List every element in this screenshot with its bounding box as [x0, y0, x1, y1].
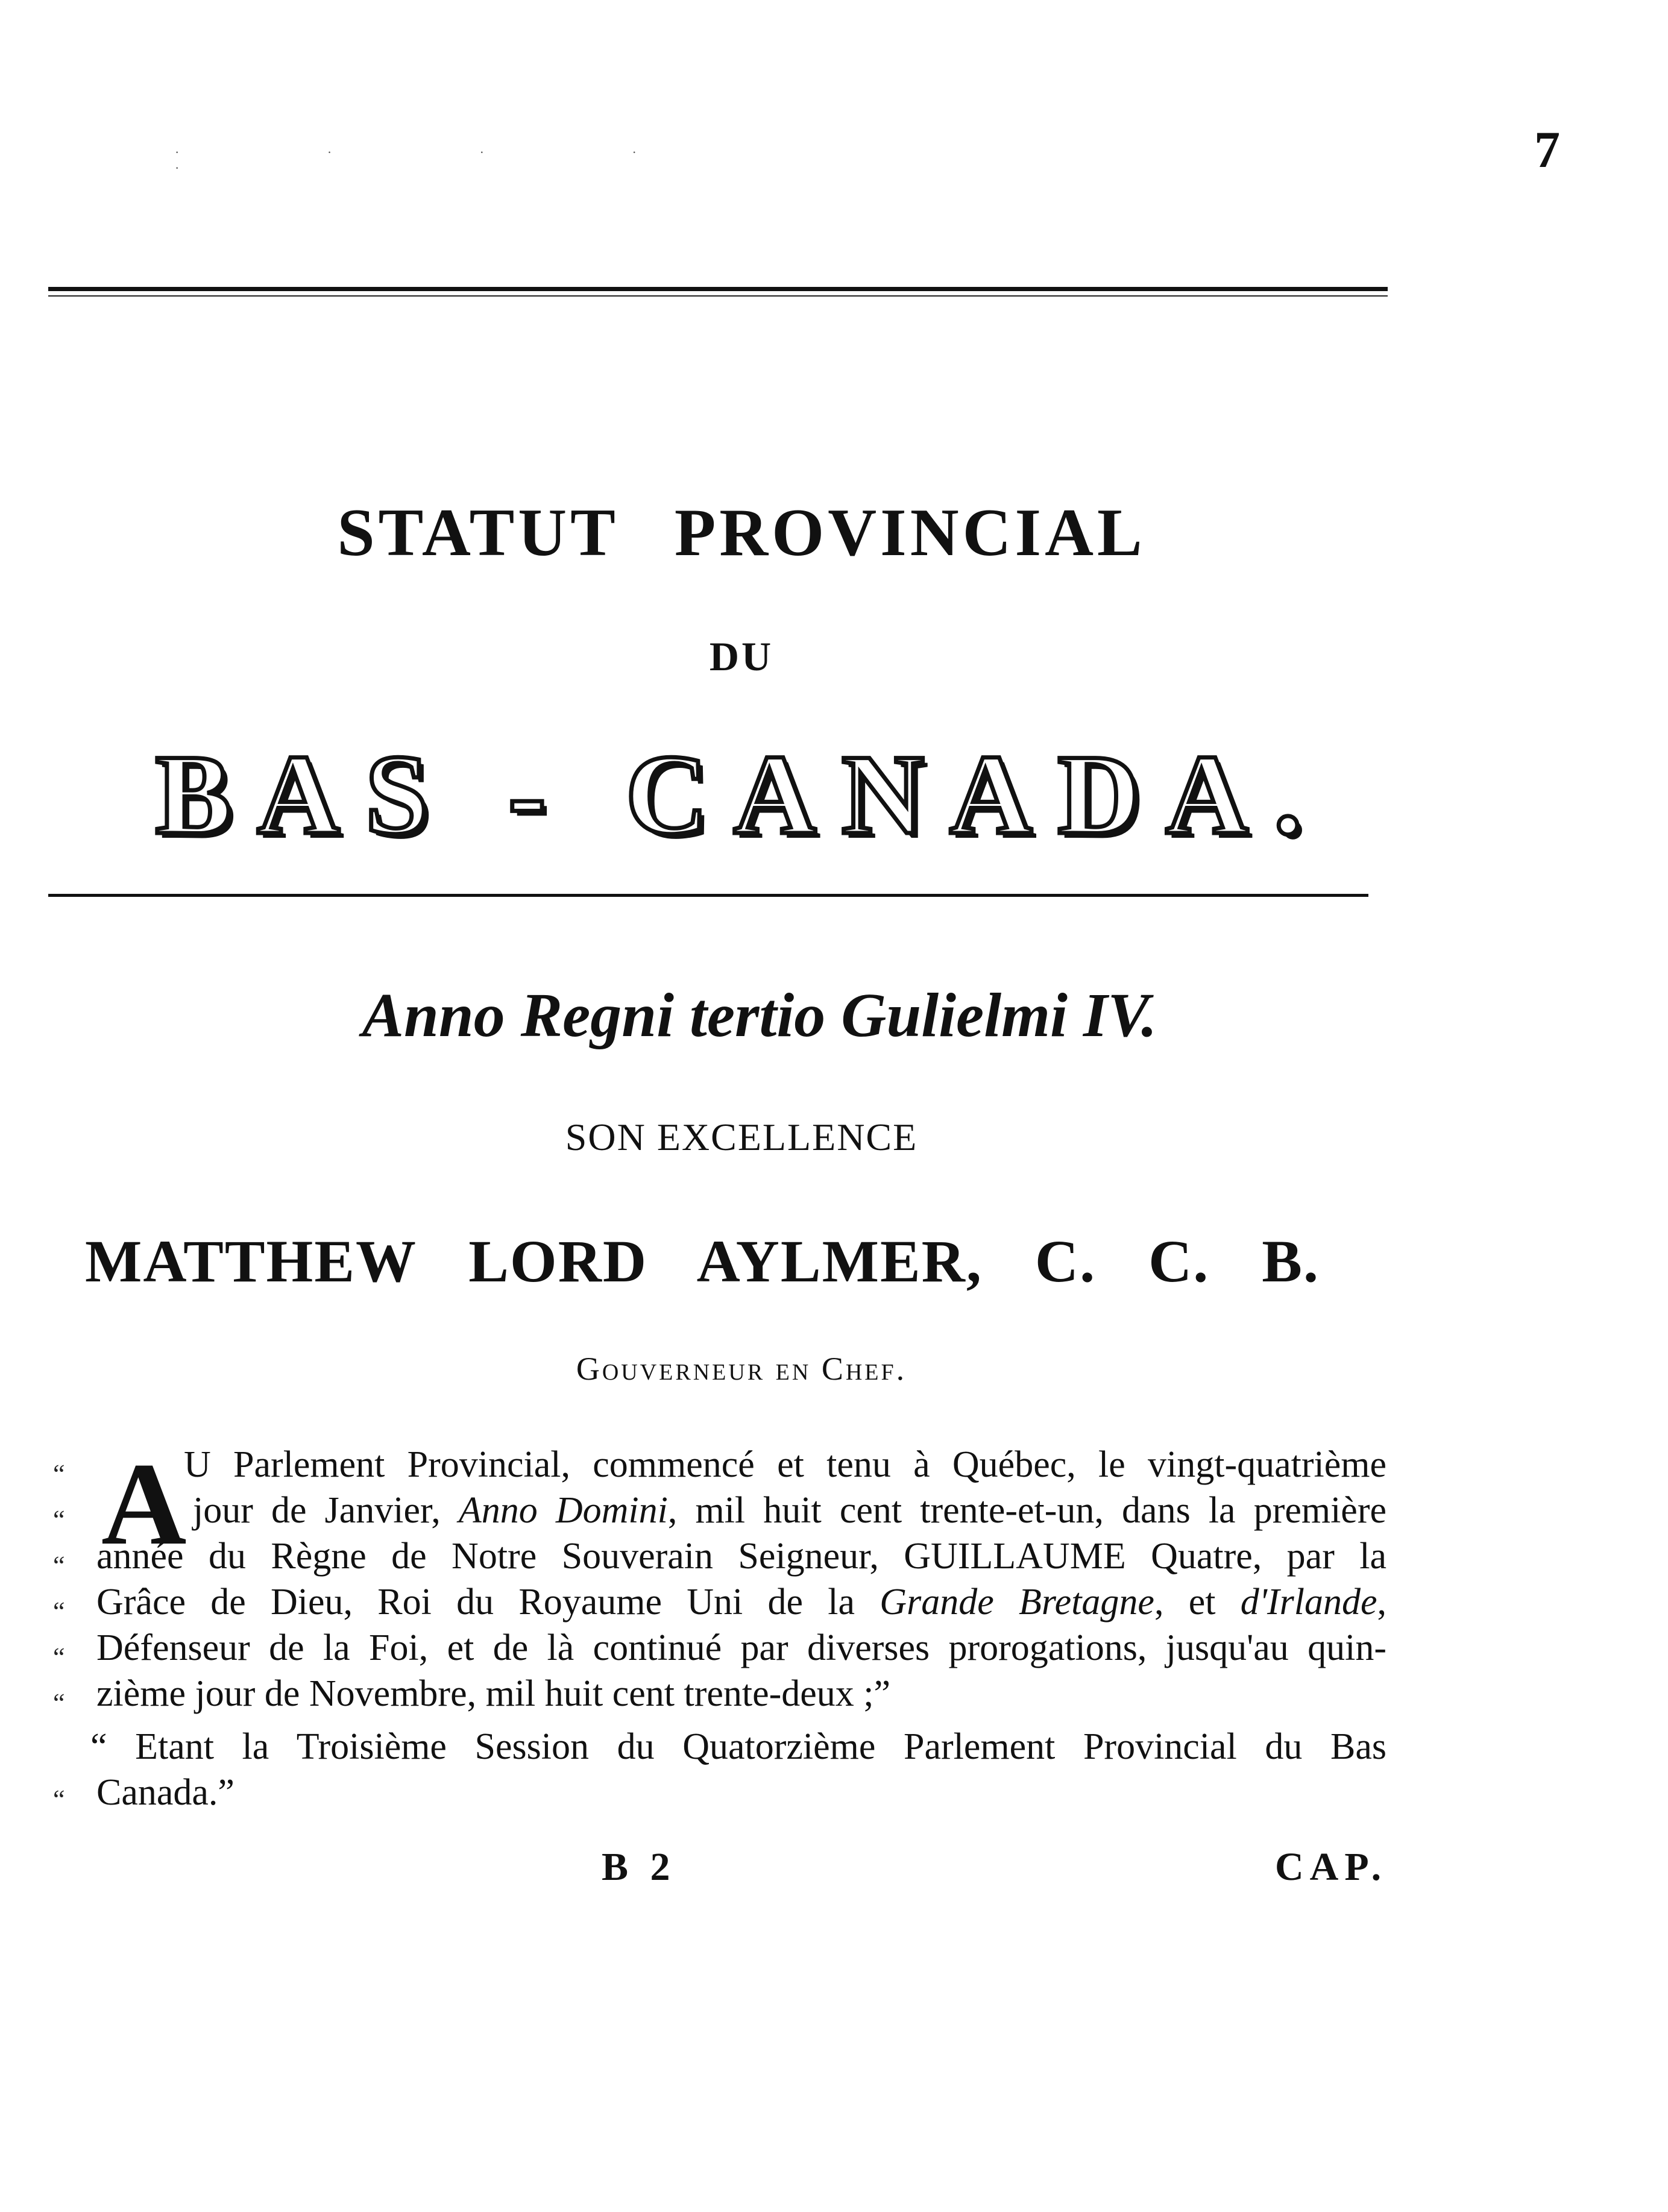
line-text: Grâce de Dieu, Roi du Royaume Uni de la [96, 1582, 880, 1623]
line-italic-text: d'Irlande [1240, 1582, 1377, 1623]
page-number: 7 [1534, 121, 1560, 178]
paragraph-line [96, 1671, 890, 1717]
line-text: Défenseur de la Foi, et de là continué par diverses prorogations, jusqu'au quin- [96, 1627, 1386, 1668]
catchword: CAP. [1275, 1845, 1388, 1889]
middle-rule [48, 894, 1368, 897]
paragraph-line [96, 1625, 1386, 1671]
line-text: “ Etant la Troisième Session du Quatorzième Parlement Provincial du Bas [90, 1726, 1386, 1767]
line-text: zième jour de Novembre, mil huit cent trente-deux ;” [96, 1673, 891, 1714]
title-bas-canada: BAS - CANADA. [155, 732, 1328, 858]
paragraph-line [96, 1533, 1386, 1579]
line-text: , [1377, 1582, 1386, 1623]
line-text: U Parlement Provincial, commencé et tenu à Québec, le vingt-quatrième [184, 1444, 1386, 1485]
anno-regni-heading: Anno Regni tertio Gulielmi IV. [362, 981, 1157, 1050]
top-rule [48, 287, 1388, 291]
signature-mark: B 2 [602, 1845, 676, 1889]
print-specks: · · · · · [175, 145, 709, 175]
drop-cap: A [101, 1439, 187, 1569]
paragraph-line [96, 1579, 1386, 1625]
quote-mark: “ [53, 1597, 65, 1626]
session-line [96, 1770, 234, 1815]
session-line [90, 1724, 1386, 1770]
paragraph-line [184, 1442, 1386, 1488]
quote-mark: “ [53, 1459, 65, 1489]
quote-mark: “ [53, 1785, 65, 1814]
quote-mark: “ [53, 1505, 65, 1535]
line-text: jour de Janvier, [193, 1490, 459, 1531]
paragraph-line [193, 1488, 1386, 1533]
title-du: DU [709, 633, 774, 679]
quote-margin-marks [53, 1451, 83, 1726]
line-text: , et [1154, 1582, 1241, 1623]
line-text: , mil huit cent trente-et-un, dans la première [667, 1490, 1386, 1531]
line-italic-text: Grande Bretagne [880, 1582, 1154, 1623]
top-rule-thin [48, 295, 1388, 297]
quote-margin-marks-2 [53, 1731, 65, 1823]
quote-mark: “ [53, 1551, 65, 1580]
line-italic-text: Anno Domini [458, 1490, 668, 1531]
line-text: année du Règne de Notre Souverain Seigneur, GUILLAUME Quatre, par la [96, 1536, 1386, 1577]
line-text: Canada.” [96, 1772, 234, 1813]
governor-name: MATTHEW LORD AYLMER, C. C. B. [84, 1228, 1320, 1295]
quote-mark: “ [53, 1688, 65, 1718]
governor-office: Gouverneur en Chef. [576, 1351, 907, 1387]
title-statut-provincial: STATUT PROVINCIAL [337, 495, 1146, 570]
quote-mark: “ [53, 1642, 65, 1672]
son-excellence: SON EXCELLENCE [565, 1116, 918, 1158]
